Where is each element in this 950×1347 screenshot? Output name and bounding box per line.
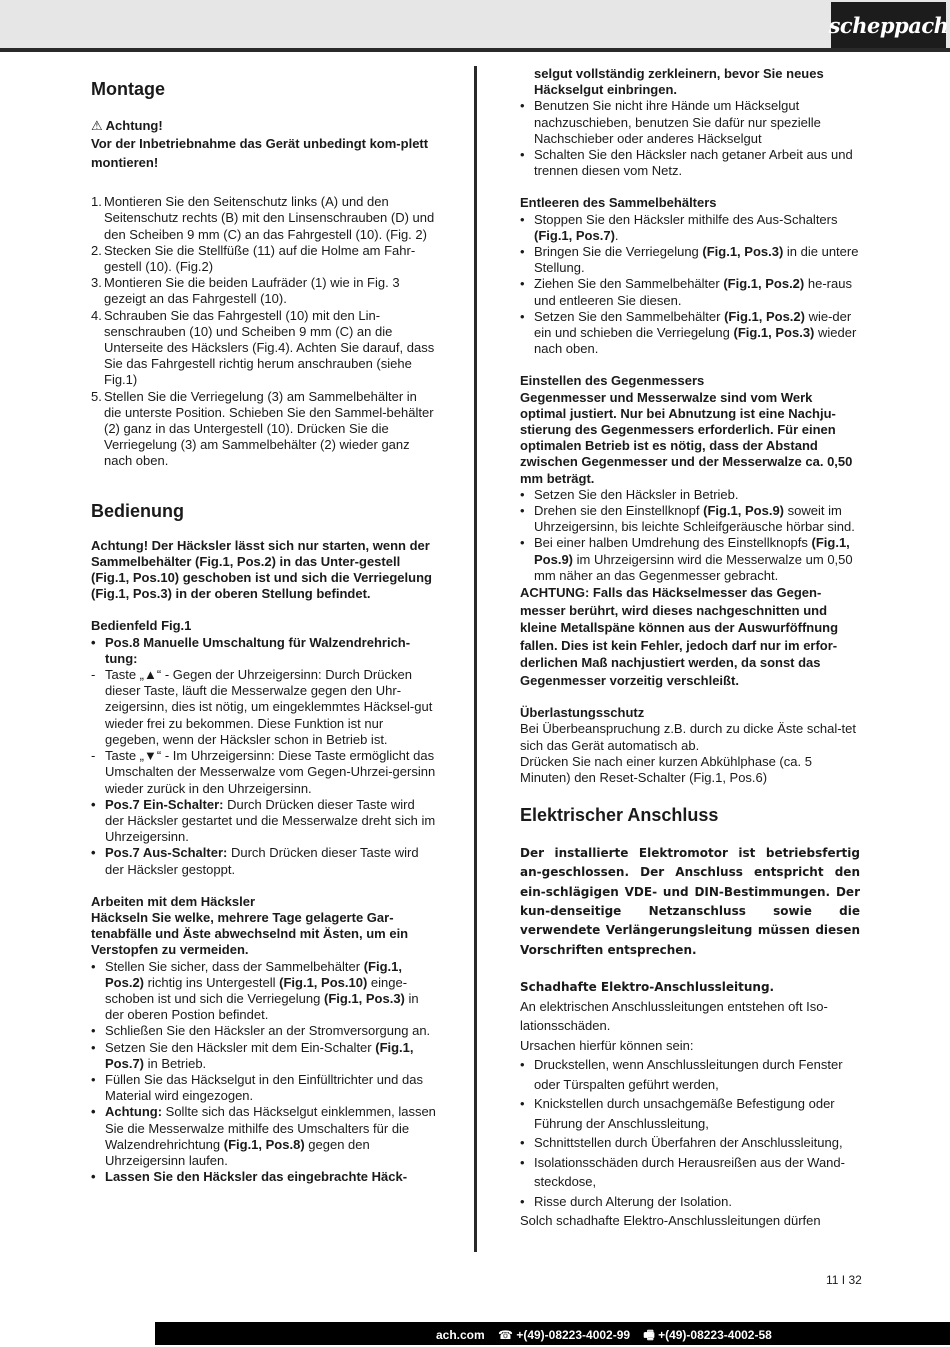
pos7-aus-text: Durch Drücken dieser Taste wird der Häcksler gestoppt. xyxy=(105,845,419,877)
text: Bei einer halben Umdrehung des Einstellknopfs xyxy=(534,535,812,551)
ref: (Fig.1, Pos.3) xyxy=(702,244,784,260)
list-item xyxy=(520,1094,860,1133)
list-item xyxy=(520,98,860,147)
text: im Uhrzeigersinn wird die Messerwalze um 0,50 mm näher an das Gegenmesser gebracht. xyxy=(534,551,853,583)
step-text: Montieren Sie den Seitenschutz links (A) und den Seitenschutz rechts (B) mit den Linsenschrauben (D) und den Scheiben 9 mm (C) an das Fahrgestell (10). (Fig. 2) xyxy=(104,194,435,242)
bullet: • xyxy=(520,244,525,260)
bullet: • xyxy=(520,211,525,227)
ref: (Fig.1, Pos.2) xyxy=(724,308,805,324)
bullet: • xyxy=(520,1154,525,1170)
list-item xyxy=(520,1055,860,1094)
ueberlastung-heading: Überlastungsschutz xyxy=(520,705,645,721)
text: soweit im Uhrzeigersinn, bis leichte Schleifgeräusche hörbar sind. xyxy=(534,503,855,535)
step-number: 3. xyxy=(91,275,102,291)
ref: (Fig.1, Pos.3) xyxy=(323,990,405,1006)
bullet: • xyxy=(520,1096,525,1112)
list-item xyxy=(520,212,860,244)
footer-contact xyxy=(436,1326,772,1347)
text: Setzen Sie den Häcksler in Betrieb. xyxy=(534,486,739,502)
dash: - xyxy=(91,748,96,764)
step-number: 5. xyxy=(91,388,102,404)
right-column xyxy=(520,66,860,1231)
step-text: Montieren Sie die beiden Laufräder (1) wie in Fig. 3 gezeigt an das Fahrgestell (10). xyxy=(104,275,400,307)
bullet: • xyxy=(91,1023,96,1039)
ref: (Fig.1, Pos.8) xyxy=(223,1136,305,1152)
ref: (Fig.1, Pos.7) xyxy=(105,1039,414,1071)
list-item xyxy=(520,503,860,535)
list-item xyxy=(520,1192,860,1212)
ref: (Fig.1, Pos.7) xyxy=(534,227,615,243)
bullet: • xyxy=(520,98,525,114)
text: Setzen Sie den Sammelbehälter xyxy=(534,308,725,324)
list-item xyxy=(91,275,436,307)
list-item xyxy=(520,244,860,276)
ref: (Fig.1, Pos.2) xyxy=(105,958,402,990)
text: Ziehen Sie den Sammelbehälter xyxy=(534,276,724,292)
text: Schließen Sie den Häcksler an der Stromversorgung an. xyxy=(105,1023,431,1039)
text: Stellen Sie sicher, dass der Sammelbehälter xyxy=(105,958,364,974)
text: wie-der ein und schieben die Verriegelung xyxy=(534,308,852,341)
pos7-ein-label: Pos.7 Ein-Schalter: xyxy=(105,796,224,812)
list-item xyxy=(91,1072,436,1104)
list-item xyxy=(91,797,436,846)
pos7-aus-label: Pos.7 Aus-Schalter: xyxy=(105,845,228,861)
schadhaft-heading: Schadhafte Elektro-Anschlussleitung. xyxy=(520,979,775,994)
list-item xyxy=(520,487,860,503)
bedienfeld-heading: Bedienfeld Fig.1 xyxy=(91,618,192,634)
left-column xyxy=(91,64,436,1185)
montage-warning-text: Vor der Inbetriebnahme das Gerät unbedingt kom-plett montieren! xyxy=(91,136,429,171)
text: in die untere Stellung. xyxy=(534,244,859,276)
bedienung-heading: Bedienung xyxy=(91,500,184,521)
top-bar-rule xyxy=(0,48,950,52)
pos8-title: Pos.8 Manuelle Umschaltung für Walzendrehrich-tung: xyxy=(105,634,411,666)
bullet: • xyxy=(520,535,525,551)
text: Risse durch Alterung der Isolation. xyxy=(534,1193,732,1209)
step-number: 4. xyxy=(91,307,102,323)
list-item xyxy=(520,147,860,179)
page-number: 11 I 32 xyxy=(826,1273,862,1287)
label: Achtung: xyxy=(105,1104,163,1120)
gegenmesser-warning: ACHTUNG: Falls das Häckselmesser das Gegen-messer berührt, wird dieses nachgeschnitten und kleine Metallspäne können aus der Auswurföffnung fallen. Dies ist kein Fehler, jedoch darf nur im erfor-derlichen Maß nachjustiert werden, da sonst das Gegenmesser vorzeitig verschleißt. xyxy=(520,585,839,688)
list-item xyxy=(91,1104,436,1169)
text: Sollte sich das Häckselgut einklemmen, lassen Sie die Messerwalze mithilfe des Umschalters für die Walzendrehrichtung xyxy=(105,1104,436,1152)
text: richtig ins Untergestell xyxy=(144,974,280,990)
bullet: • xyxy=(520,1135,525,1151)
text: Stoppen Sie den Häcksler mithilfe des Aus-Schalters xyxy=(534,211,838,227)
step-number: 1. xyxy=(91,194,102,210)
text: Füllen Sie das Häckselgut in den Einfülltrichter und das Material wird eingezogen. xyxy=(105,1071,423,1104)
bullet: • xyxy=(91,845,96,861)
list-item xyxy=(91,959,436,1024)
list-item xyxy=(91,1169,436,1185)
bullet: • xyxy=(520,276,525,292)
elektrischer-anschluss-heading: Elektrischer Anschluss xyxy=(520,805,719,826)
list-item xyxy=(91,308,436,389)
list-item xyxy=(91,667,436,748)
list-item xyxy=(91,1023,436,1039)
footer-bar xyxy=(0,1322,950,1345)
arbeiten-intro: Häckseln Sie welke, mehrere Tage gelagerte Gar-tenabfälle und Äste abwechselnd mit Ästen, um ein Verstopfen zu vermeiden. xyxy=(91,909,409,958)
entleeren-heading: Entleeren des Sammelbehälters xyxy=(520,195,717,211)
bullet: • xyxy=(520,503,525,519)
text: einge-schoben ist und sich die Verriegelung xyxy=(105,974,408,1006)
bullet: • xyxy=(91,796,96,812)
ref: (Fig.1, Pos.10) xyxy=(279,974,368,990)
ref: (Fig.1, Pos.3) xyxy=(733,325,815,341)
bullet: • xyxy=(91,958,96,974)
text: gegen den Uhrzeigersinn laufen. xyxy=(105,1136,370,1168)
text: Benutzen Sie nicht ihre Hände um Häckselgut nachzuschieben, benutzen Sie dafür nur spezielle Nachschieber oder anderes Häckselgut xyxy=(534,98,821,146)
brand-logo-text: scheppach xyxy=(828,12,949,38)
bullet: • xyxy=(520,1193,525,1209)
fax-icon: 🖷 +(49)-08223-4002-58 xyxy=(643,1328,772,1342)
dash: - xyxy=(91,667,96,683)
text: . xyxy=(614,227,619,243)
text: Schalten Sie den Häcksler nach getaner Arbeit aus und trennen diesen vom Netz. xyxy=(534,147,853,179)
bullet: • xyxy=(91,1039,96,1055)
ref: (Fig.1, Pos.2) xyxy=(723,276,805,292)
bullet: • xyxy=(91,634,96,650)
gegenmesser-heading: Einstellen des Gegenmessers xyxy=(520,373,705,389)
bullet: • xyxy=(91,1169,96,1185)
taste-down-text: Taste „▼“ - Im Uhrzeigersinn: Diese Taste ermöglicht das Umschalten der Messerwalze vom Gegen-Uhrzei-gersinn wieder zurück in den Uhrzeigersinn. xyxy=(105,748,436,796)
montage-warning xyxy=(91,118,436,134)
list-item xyxy=(520,535,860,584)
bedienung-warning: Achtung! Der Häcksler lässt sich nur starten, wenn der Sammelbehälter (Fig.1, Pos.2) in das Unter-gestell (Fig.1, Pos.10) geschoben ist und sich die Verriegelung (Fig.1, Pos.3) in der oberen Stellung befindet. xyxy=(91,537,432,602)
montage-steps xyxy=(91,194,436,469)
warning-triangle-icon: ⚠ xyxy=(91,118,103,133)
bullet: • xyxy=(520,486,525,502)
text: Setzen Sie den Häcksler mit dem Ein-Schalter xyxy=(105,1039,376,1055)
text: Schnittstellen durch Überfahren der Anschlussleitung, xyxy=(534,1135,843,1151)
footer-web[interactable]: ach.com xyxy=(436,1328,485,1342)
bullet: • xyxy=(91,1071,96,1087)
list-item xyxy=(91,194,436,243)
elektro-intro: Der installierte Elektromotor ist betriebsfertig an-geschlossen. Der Anschluss entspricht den ein-schlägigen VDE- und DIN-Bestimmungen. Der kun-denseitige Netzanschluss sowie die verwendete Verlängerungsleitung müssen diesen Vorschriften entsprechen. xyxy=(520,846,860,957)
schadhaft-last: Solch schadhafte Elektro-Anschlussleitungen dürfen xyxy=(520,1213,821,1229)
text: Bringen Sie die Verriegelung xyxy=(534,244,703,260)
text: wieder nach oben. xyxy=(534,325,857,357)
warning-label: Achtung! xyxy=(105,118,163,133)
schadhaft-body xyxy=(520,997,860,1231)
continued-bold: selgut vollständig zerkleinern, bevor Sie neues Häckselgut einbringen. xyxy=(534,66,824,98)
list-item xyxy=(91,243,436,275)
text: in der oberen Postion befindet. xyxy=(105,990,419,1023)
step-text: Stellen Sie die Verriegelung (3) am Sammelbehälter in die unterste Position. Schieben Sie den Sammel-behälter (2) ganz in das Untergestell (10). Drücken Sie die Verriegelung (3) am Sammelbehälter (2) wieder ganz nach oben. xyxy=(104,388,434,469)
ref: (Fig.1, Pos.9) xyxy=(703,503,785,519)
top-bar xyxy=(0,0,950,48)
ueberlastung-text-2: Drücken Sie nach einer kurzen Abkühlphase (ca. 5 Minuten) den Reset-Schalter (Fig.1, Pos.6) xyxy=(520,753,812,785)
list-item xyxy=(91,635,436,667)
bullet: • xyxy=(520,1057,525,1073)
text: Knickstellen durch unsachgemäße Befestigung oder Führung der Anschlussleitung, xyxy=(534,1096,835,1131)
brand-logo xyxy=(828,2,949,48)
list-item xyxy=(91,1040,436,1072)
list-item xyxy=(91,389,436,470)
text: Drehen sie den Einstellknopf xyxy=(534,503,704,519)
step-text: Stecken Sie die Stellfüße (11) auf die Holme am Fahr-gestell (10). (Fig.2) xyxy=(104,242,416,275)
ursachen-text: Ursachen hierfür können sein: xyxy=(520,1037,694,1053)
arbeiten-heading: Arbeiten mit dem Häcksler xyxy=(91,893,256,909)
montage-heading: Montage xyxy=(91,79,165,99)
column-divider xyxy=(474,66,477,1252)
text: Lassen Sie den Häcksler das eingebrachte Häck- xyxy=(105,1169,408,1185)
list-item xyxy=(520,1133,860,1153)
text: in Betrieb. xyxy=(144,1055,207,1071)
footer-white-block xyxy=(0,1322,155,1345)
list-item xyxy=(520,1153,860,1192)
taste-up-text: Taste „▲“ - Gegen der Uhrzeigersinn: Durch Drücken dieser Taste, läuft die Messerwalze gegen den Uhr-zeigersinn, dies ist nötig, um eingeklemmtes Häcksel-gut wieder frei zu bekommen. Diese Funktion ist nur gegeben, wenn der Häcksler schon in Betrieb ist. xyxy=(105,667,433,747)
list-item xyxy=(520,309,860,358)
list-item xyxy=(520,276,860,308)
list-item xyxy=(91,845,436,877)
text: Druckstellen, wenn Anschlussleitungen durch Fenster oder Türspalten geführt werden, xyxy=(534,1057,843,1092)
bullet: • xyxy=(91,1104,96,1120)
bullet: • xyxy=(520,308,525,324)
step-text: Schrauben Sie das Fahrgestell (10) mit den Lin-senschrauben (10) und Scheiben 9 mm (C) an die Unterseite des Häckslers (Fig.4). Achten Sie darauf, dass Sie das Fahrgestell richtig herum anschrauben (siehe Fig.1) xyxy=(104,307,435,388)
pos7-ein-text: Durch Drücken dieser Taste wird der Häcksler gestartet und die Messerwalze dreht sich im Uhrzeigersinn. xyxy=(105,796,436,845)
text: Isolationsschäden durch Herausreißen aus der Wand-steckdose, xyxy=(534,1154,845,1190)
list-item xyxy=(91,748,436,797)
step-number: 2. xyxy=(91,242,102,258)
ueberlastung-text: Bei Überbeanspruchung z.B. durch zu dicke Äste schal-tet sich das Gerät automatisch ab. xyxy=(520,721,857,753)
text: he-raus und entleeren Sie diesen. xyxy=(534,276,852,308)
gegenmesser-intro: Gegenmesser und Messerwalze sind vom Werk optimal justiert. Nur bei Abnutzung ist eine Nachju-stierung des Gegenmessers erforderlich. Für einen optimalen Betrieb ist es nötig, dass der Abstand zwischen Gegenmesser und der Messerwalze ca. 0,50 mm beträgt. xyxy=(520,389,853,486)
schadhaft-text: An elektrischen Anschlussleitungen entstehen oft Iso-lationsschäden. xyxy=(520,998,828,1034)
ref: (Fig.1, Pos.9) xyxy=(534,535,850,567)
bullet: • xyxy=(520,147,525,163)
phone-icon: ☎ +(49)-08223-4002-99 xyxy=(498,1328,631,1342)
